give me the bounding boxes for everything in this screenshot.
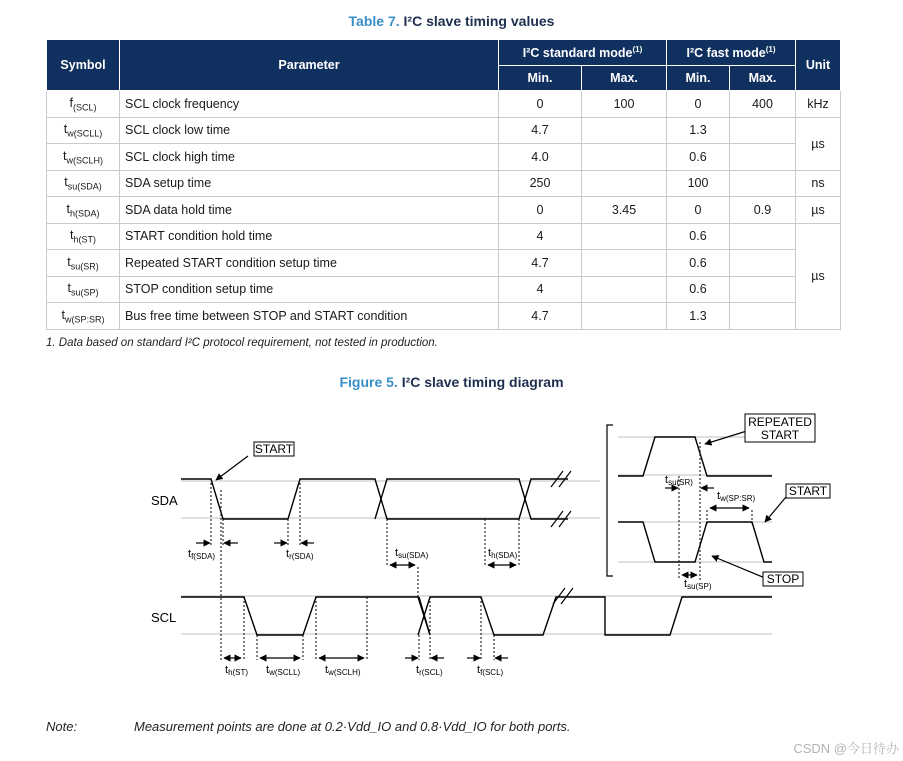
header-fast-max: Max. [730,66,796,91]
unit-cell: µs [796,117,841,170]
fast-min-cell: 0 [667,197,730,224]
figure-caption-number: Figure 5. [339,374,398,390]
break-marks [551,471,573,604]
std-min-cell: 4.7 [499,250,582,277]
note-label: Note: [46,719,78,734]
table-caption-title: I²C slave timing values [403,13,555,29]
std-max-cell: 100 [582,91,667,118]
parameter-cell: SCL clock frequency [120,91,499,118]
start-label: START [254,442,294,456]
tw-scll-label: tw(SCLL) [266,664,301,677]
reference-lines [181,437,772,634]
symbol-cell: $t_{su(SDA)}$ [47,170,120,197]
parameter-cell: Bus free time between STOP and START condition [120,303,499,330]
parameter-cell: SDA setup time [120,170,499,197]
std-min-cell: 4.0 [499,144,582,171]
fast-max-cell: 400 [730,91,796,118]
scl-waveform [181,597,772,635]
table-footnote: 1. Data based on standard I²C protocol requirement, not tested in production. [46,337,438,349]
sda-label: SDA [151,493,178,508]
std-min-cell: 4.7 [499,117,582,144]
unit-cell: µs [796,197,841,224]
std-min-cell: 0 [499,197,582,224]
footnote-ref: (1) [632,44,643,54]
header-unit: Unit [796,40,841,91]
header-std-max: Max. [582,66,667,91]
timing-arrows [196,430,786,658]
tw-spsr-label: tw(SP:SR) [717,490,756,503]
header-fast-min: Min. [667,66,730,91]
parameter-cell: Repeated START condition setup time [120,250,499,277]
symbol-cell: $t_{h(SDA)}$ [47,197,120,224]
sda-waveform [181,479,568,519]
std-min-cell: 4.7 [499,303,582,330]
repeated-start-label-2: START [760,428,800,442]
std-min-cell: 4 [499,276,582,303]
parameter-cell: SDA data hold time [120,197,499,224]
parameter-cell: SCL clock high time [120,144,499,171]
tw-sclh-label: tw(SCLH) [325,664,361,677]
parameter-cell: START condition hold time [120,223,499,250]
unit-cell: kHz [796,91,841,118]
unit-cell: ns [796,170,841,197]
std-min-cell: 250 [499,170,582,197]
th-sda-label: th(SDA) [488,547,518,560]
stop-label: STOP [766,572,800,586]
start-right-label: START [788,484,828,498]
th-st-label: th(ST) [225,664,249,677]
footnote-ref: (1) [765,44,776,54]
tf-sda-label: tf(SDA) [188,548,216,561]
repeated-start-label: REPEATED [748,415,812,429]
fast-min-cell: 0.6 [667,276,730,303]
fast-min-cell: 1.3 [667,117,730,144]
watermark: CSDN @今日待办 [793,741,899,756]
header-parameter: Parameter [120,40,499,91]
header-fast-mode-label: I²C fast mode [686,46,766,61]
symbol-cell: $t_{su(SR)}$ [47,250,120,277]
fast-min-cell: 0.6 [667,223,730,250]
header-std-min: Min. [499,66,582,91]
symbol-cell: $t_{w(SCLH)}$ [47,144,120,171]
std-max-cell: 3.45 [582,197,667,224]
fast-min-cell: 1.3 [667,303,730,330]
std-min-cell: 4 [499,223,582,250]
fast-min-cell: 0 [667,91,730,118]
parameter-cell: SCL clock low time [120,117,499,144]
tr-scl-label: tr(SCL) [416,664,443,677]
fast-max-cell: 0.9 [730,197,796,224]
std-min-cell: 0 [499,91,582,118]
fast-min-cell: 100 [667,170,730,197]
inset-bracket [607,425,613,576]
fast-min-cell: 0.6 [667,250,730,277]
unit-cell: µs [796,223,841,329]
header-symbol: Symbol [47,40,120,91]
symbol-cell: $t_{su(SP)}$ [47,276,120,303]
note-text: Measurement points are done at 0.2·Vdd_IO and 0.8·Vdd_IO for both ports. [134,719,571,734]
figure-caption-title: I²C slave timing diagram [401,374,564,390]
scl-label: SCL [151,610,177,625]
tsu-sp-label: tsu(SP) [684,578,712,591]
tr-sda-label: tr(SDA) [286,548,314,561]
symbol-cell: $t_{w(SP:SR)}$ [47,303,120,330]
symbol-cell: $f_{(SCL)}$ [47,91,120,118]
header-standard-mode-label: I²C standard mode [522,46,633,61]
fast-min-cell: 0.6 [667,144,730,171]
symbol-cell: $t_{h(ST)}$ [47,223,120,250]
parameter-cell: STOP condition setup time [120,276,499,303]
tsu-sda-label: tsu(SDA) [395,547,429,560]
tf-scl-label: tf(SCL) [477,664,504,677]
symbol-cell: $t_{w(SCLL)}$ [47,117,120,144]
tsu-sr-label: tsu(SR) [665,474,693,487]
table-caption-number: Table 7. [348,13,400,29]
